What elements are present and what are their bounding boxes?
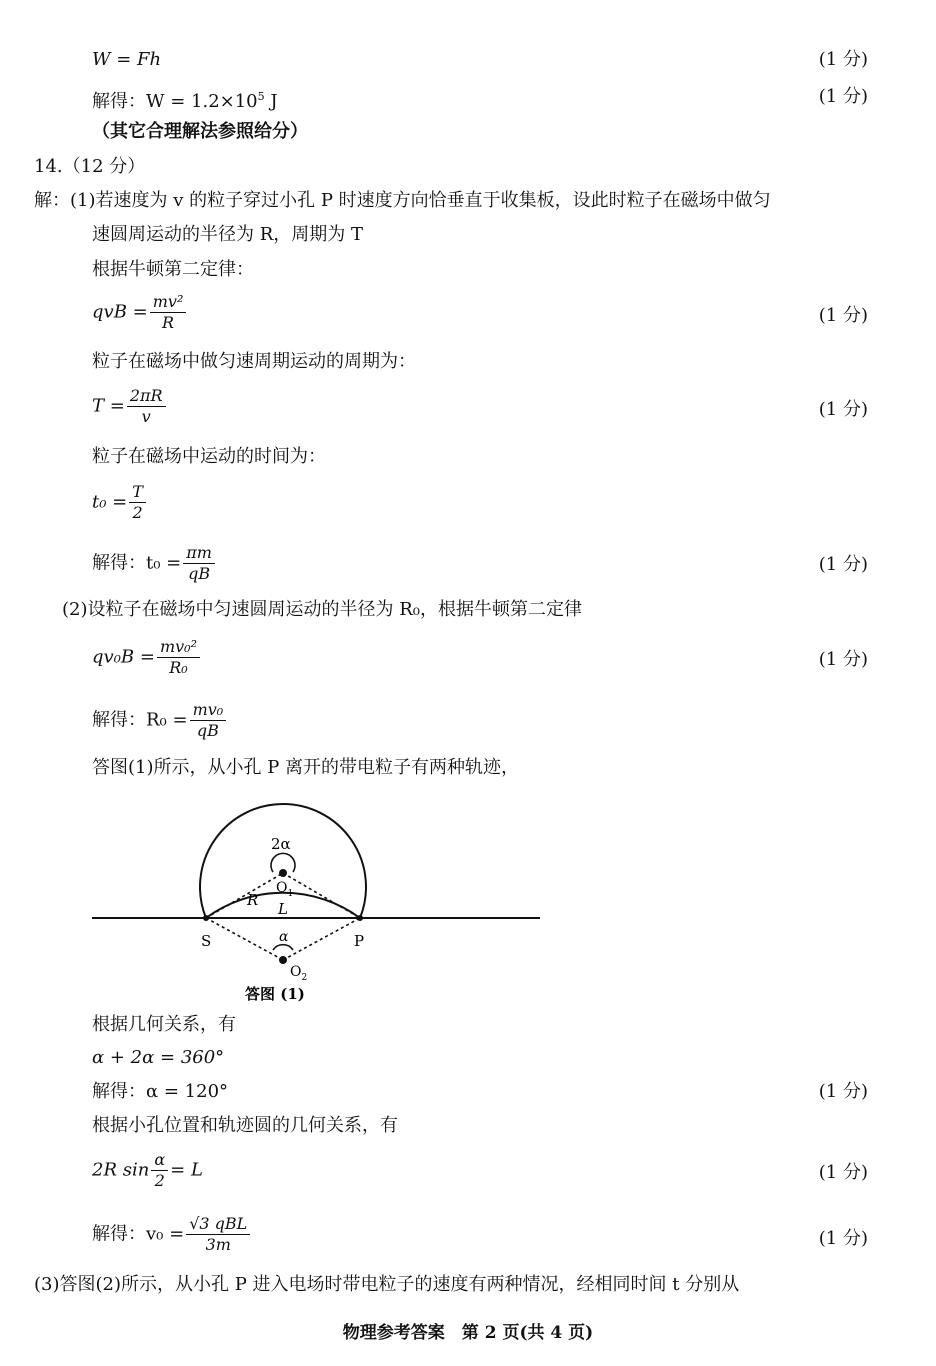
radius-line-s-o1 [206,873,283,918]
newton-law-text: 根据牛顿第二定律： [92,259,254,280]
solution-r0 [92,700,228,741]
fraction [151,1150,168,1191]
period-text: 粒子在磁场中做匀速周期运动的周期为： [92,351,416,372]
fraction [183,543,215,584]
numerator: πm [183,543,215,564]
part1-line2: 速圆周运动的半径为 R，周期为 T [92,224,364,245]
label-o1: $O_1$ [276,880,294,899]
numerator: √3 qBL [186,1214,250,1235]
score-mark: (1 分) [818,554,868,575]
equation-qv0b [92,637,202,678]
numerator: T [129,482,146,503]
numerator: α [151,1150,168,1171]
label-2alpha: 2α [271,835,291,853]
equation-qvb [92,292,188,333]
solution-prefix: 解得： [92,91,146,112]
fraction [157,637,200,678]
radius-line-o2-p [283,918,360,960]
label-o2: $O_2$ [290,964,308,983]
label-p: P [354,932,365,950]
solution-w-value: W = 1.2×10 [146,91,258,112]
denominator: R [162,313,175,332]
point-s [203,915,209,921]
fraction [127,386,166,427]
fraction [190,700,227,741]
score-mark: (1 分) [818,1228,868,1249]
score-mark: (1 分) [818,399,868,420]
denominator: 2 [154,1171,165,1190]
solution-v0 [92,1214,252,1255]
label-s: S [201,932,212,950]
label-l: L [278,900,288,918]
score-mark: (1 分) [818,1162,868,1183]
solution-w [92,85,278,114]
eq-lhs: T = [92,395,125,417]
time-text: 粒子在磁场中运动的时间为： [92,446,326,467]
question-14-heading: 14.（12 分） [34,156,146,177]
part2-line: (2)设粒子在磁场中匀速圆周运动的半径为 R₀，根据牛顿第二定律 [62,599,582,620]
denominator: R₀ [169,658,188,677]
eq-lhs: qvB = [92,301,148,323]
eq-lhs: t₀ = [92,491,128,513]
part1-line1: 解：(1)若速度为 v 的粒子穿过小孔 P 时速度方向恰垂直于收集板，设此时粒子在磁场中做匀 [34,190,771,211]
trajectory-figure [85,790,555,1010]
fraction [129,482,146,523]
geometry-text: 根据几何关系，有 [92,1014,236,1035]
point-p [357,915,363,921]
score-mark: (1 分) [818,305,868,326]
equation-period [92,386,168,427]
denominator: v [141,407,151,426]
score-mark: (1 分) [818,1081,868,1102]
fraction [186,1214,250,1255]
score-mark: (1 分) [818,86,868,107]
hole-geometry-text: 根据小孔位置和轨迹圆的几何关系，有 [92,1115,398,1136]
page-footer: 物理参考答案 第 2 页(共 4 页) [342,1323,594,1343]
equation-alpha: α + 2α = 360° [92,1047,225,1068]
denominator: 3m [205,1235,231,1254]
eq-rhs: = L [170,1159,203,1181]
solution-alpha: 解得：α = 120° [92,1081,229,1102]
exponent: 5 [257,90,265,103]
denominator: 2 [132,503,143,522]
numerator: mv₀² [157,637,200,658]
score-mark: (1 分) [818,649,868,670]
numerator: 2πR [127,386,166,407]
denominator: qB [196,721,219,740]
denominator: qB [188,564,211,583]
solution-prefix: 解得：R₀ = [92,709,188,731]
radius-line-s-o2 [206,918,283,960]
figure1-description: 答图(1)所示，从小孔 P 离开的带电粒子有两种轨迹， [92,757,520,778]
unit: J [264,91,278,112]
figure-caption: 答图 (1) [245,985,305,1003]
label-alpha: α [279,929,289,945]
equation-w-fh: W = Fh [92,49,162,70]
other-methods-note: （其它合理解法参照给分） [92,121,308,142]
numerator: mv² [150,292,187,313]
equation-sin [92,1150,203,1191]
solution-prefix: 解得：v₀ = [92,1223,185,1245]
center-o1-point [279,869,287,877]
eq-lhs: qv₀B = [92,646,155,668]
score-mark: (1 分) [818,49,868,70]
angle-alpha-arc [273,945,293,950]
solution-prefix: 解得：t₀ = [92,552,182,574]
label-r: R [247,891,259,909]
center-o2-point [279,956,287,964]
part3-line: (3)答图(2)所示，从小孔 P 进入电场时带电粒子的速度有两种情况，经相同时间 t 分别从 [34,1274,740,1295]
eq-lhs: 2R sin [92,1159,150,1181]
fraction [150,292,187,333]
numerator: mv₀ [190,700,227,721]
solution-t0 [92,543,217,584]
equation-t0 [92,482,148,523]
